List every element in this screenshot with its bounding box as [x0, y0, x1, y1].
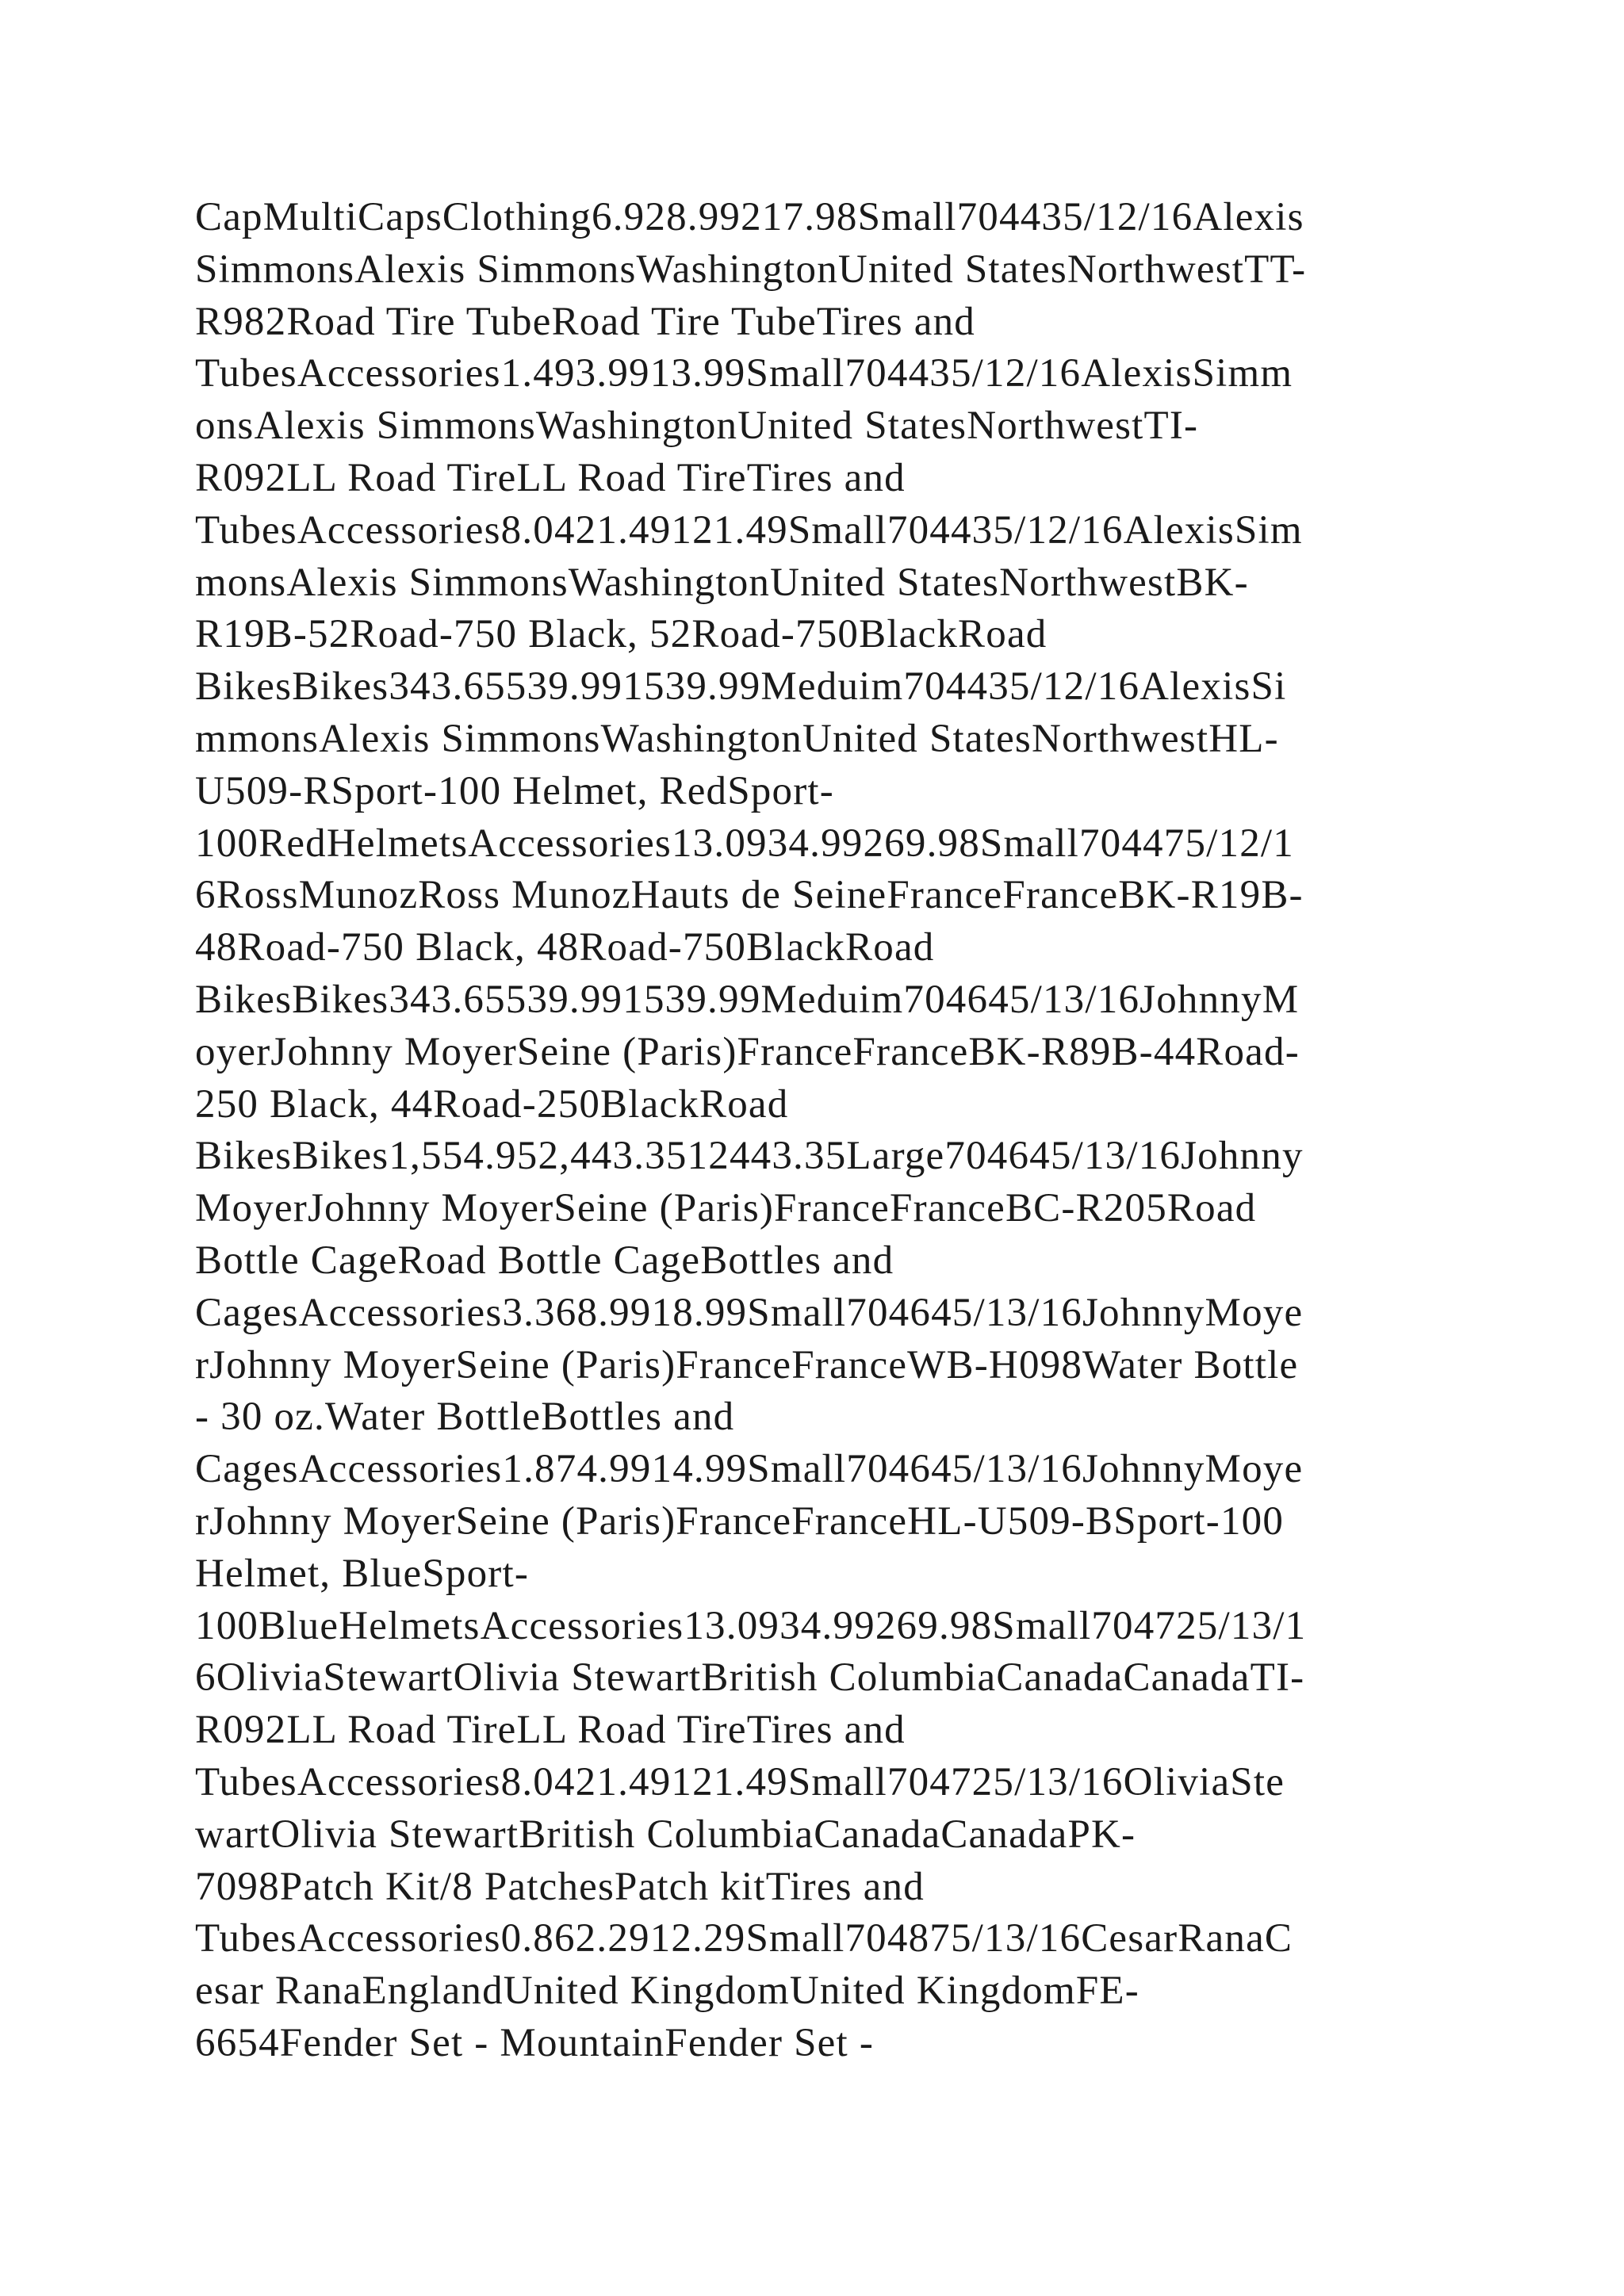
- text-line: CagesAccessories1.874.9914.99Small704645/13/16JohnnyMoye: [195, 1447, 1304, 1492]
- text-line: 6RossMunozRoss MunozHauts de SeineFranceFranceBK-R19B-: [195, 873, 1304, 918]
- text-line: Helmet, BlueSport-: [195, 1551, 530, 1596]
- text-line: TubesAccessories8.0421.49121.49Small704435/12/16AlexisSim: [195, 507, 1303, 553]
- text-line: oyerJohnny MoyerSeine (Paris)FranceFranceBK-R89B-44Road-: [195, 1029, 1300, 1074]
- text-line: onsAlexis SimmonsWashingtonUnited StatesNorthwestTI-: [195, 404, 1199, 449]
- text-line: 100BlueHelmetsAccessories13.0934.99269.98Small704725/13/1: [195, 1603, 1307, 1648]
- text-line: monsAlexis SimmonsWashingtonUnited StatesNorthwestBK-: [195, 560, 1249, 605]
- text-line: R982Road Tire TubeRoad Tire TubeTires and: [195, 299, 976, 344]
- text-line: TubesAccessories8.0421.49121.49Small704725/13/16OliviaSte: [195, 1759, 1285, 1804]
- text-line: Bottle CageRoad Bottle CageBottles and: [195, 1238, 894, 1283]
- text-line: - 30 oz.Water BottleBottles and: [195, 1395, 735, 1440]
- text-line: SimmonsAlexis SimmonsWashingtonUnited StatesNorthwestTT-: [195, 247, 1307, 292]
- text-line: CapMultiCapsClothing6.928.99217.98Small704435/12/16Alexis: [195, 195, 1304, 239]
- text-line: TubesAccessories1.493.9913.99Small704435/12/16AlexisSimm: [195, 351, 1293, 396]
- text-line: mmonsAlexis SimmonsWashingtonUnited StatesNorthwestHL-: [195, 716, 1279, 761]
- text-line: MoyerJohnny MoyerSeine (Paris)FranceFranceBC-R205Road: [195, 1186, 1257, 1231]
- text-line: BikesBikes1,554.952,443.3512443.35Large704645/13/16Johnny: [195, 1134, 1304, 1179]
- text-line: 6654Fender Set - MountainFender Set -: [195, 2020, 875, 2065]
- text-line: 48Road-750 Black, 48Road-750BlackRoad: [195, 925, 935, 970]
- text-line: BikesBikes343.65539.991539.99Meduim704645/13/16JohnnyM: [195, 977, 1300, 1022]
- text-line: esar RanaEnglandUnited KingdomUnited KingdomFE-: [195, 1969, 1139, 2014]
- text-line: wartOlivia StewartBritish ColumbiaCanadaCanadaPK-: [195, 1812, 1136, 1857]
- text-line: rJohnny MoyerSeine (Paris)FranceFranceHL-U509-BSport-100: [195, 1498, 1285, 1544]
- text-line: TubesAccessories0.862.2912.29Small704875/13/16CesarRanaC: [195, 1916, 1293, 1961]
- text-line: R19B-52Road-750 Black, 52Road-750BlackRoad: [195, 612, 1048, 657]
- text-line: R092LL Road TireLL Road TireTires and: [195, 1708, 906, 1753]
- text-line: BikesBikes343.65539.991539.99Meduim704435/12/16AlexisSi: [195, 664, 1287, 710]
- text-line: U509-RSport-100 Helmet, RedSport-: [195, 768, 834, 813]
- text-line: 100RedHelmetsAccessories13.0934.99269.98Small704475/12/1: [195, 821, 1294, 866]
- document-body-text: [195, 192, 1464, 2070]
- text-line: 7098Patch Kit/8 PatchesPatch kitTires and: [195, 1864, 925, 1909]
- text-line: R092LL Road TireLL Road TireTires and: [195, 455, 906, 500]
- text-line: rJohnny MoyerSeine (Paris)FranceFranceWB-H098Water Bottle: [195, 1342, 1299, 1387]
- text-line: CagesAccessories3.368.9918.99Small704645/13/16JohnnyMoye: [195, 1290, 1304, 1335]
- text-line: 250 Black, 44Road-250BlackRoad: [195, 1081, 789, 1127]
- text-line: 6OliviaStewartOlivia StewartBritish ColumbiaCanadaCanadaTI-: [195, 1655, 1305, 1701]
